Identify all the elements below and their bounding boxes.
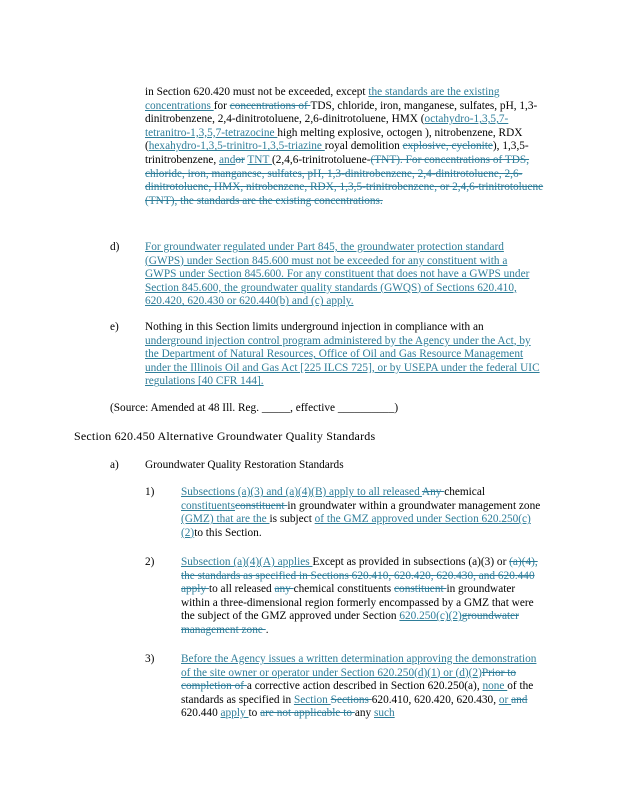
- deleted-text: groundwater management zone: [181, 610, 519, 636]
- deleted-text: and: [511, 693, 528, 706]
- inserted-text: and: [219, 153, 236, 166]
- inserted-text: none: [482, 680, 508, 693]
- body-text: Nothing in this Section limits underground injection in compliance with an: [145, 321, 484, 333]
- body-text: to all released: [208, 583, 275, 596]
- inserted-text: such: [373, 707, 395, 720]
- body-text: 620.440: [181, 707, 221, 720]
- inserted-text: underground injection control program administered by the Agency under the Act, by the Department of Natural Resources, Office of Oil and Gas Resource Management under the Illinois Oil and Gas Act [225 ILCS 725], or by USEPA under the federal UIC regulations [40 CFR 144].: [145, 334, 540, 388]
- deleted-text: Any: [421, 486, 445, 498]
- body-text: royal demolition: [324, 140, 403, 153]
- item-a-text: Groundwater Quality Restoration Standards: [145, 459, 344, 471]
- body-text: Except as provided in subsections (a)(3) or: [312, 556, 510, 568]
- deleted-text: or: [235, 153, 245, 166]
- deleted-text: constituent: [394, 583, 447, 596]
- continued-paragraph: [145, 86, 553, 208]
- body-text: is subject: [269, 513, 315, 526]
- inserted-text: Subsections (a)(3) and (a)(4)(B) apply to all released: [181, 486, 422, 498]
- body-text: any: [354, 707, 374, 720]
- body-text: TDS, chloride, iron, manganese, sulfates, pH, 1,3-dinitrobenzene, 2,4-dinitrotoluene, 2,6-dinitrotoluene, HMX (: [145, 99, 538, 126]
- item-d-label: d): [110, 241, 120, 253]
- deleted-text: are not applicable to: [260, 707, 355, 720]
- inserted-text: (GMZ) that are the: [181, 513, 270, 526]
- sub-3-text: [181, 653, 546, 721]
- item-a-label: a): [110, 459, 119, 471]
- sub-2-text: [181, 556, 541, 638]
- body-text: of the standards as specified in: [181, 680, 534, 706]
- body-text: in groundwater within a groundwater management zone: [287, 499, 541, 512]
- inserted-text: or: [498, 693, 512, 706]
- body-text: high melting explosive, octogen ), nitrobenzene, RDX (: [145, 126, 523, 153]
- deleted-text: concentrations of: [229, 99, 311, 112]
- deleted-text: explosive, cyclonite: [402, 140, 493, 153]
- body-text: to this Section.: [194, 526, 262, 539]
- sub-1-text: [181, 486, 541, 540]
- inserted-text: 620.250(c)(2): [399, 610, 462, 623]
- sub-1-label: 1): [145, 486, 155, 498]
- body-text: for: [213, 99, 230, 112]
- body-text: chemical constituents: [293, 583, 395, 596]
- inserted-text: For groundwater regulated under Part 845, the groundwater protection standard (GWPS) under Section 845.600 must not be exceeded for any constituent with a GWPS under Section 845.600. For any constituent that does not have a GWPS under Section 845.600, the groundwater quality standards (GWQS) of Sections 620.410, 620.420, 620.430 or 620.440(b) and (c) apply.: [145, 241, 530, 308]
- inserted-text: constituents: [181, 499, 235, 512]
- deleted-text: any: [274, 583, 294, 596]
- body-text: 620.410, 620.420, 620.430,: [371, 693, 499, 706]
- item-d-text: [145, 241, 540, 309]
- sub-3-label: 3): [145, 653, 155, 665]
- body-text: .: [265, 623, 269, 636]
- body-text: to: [248, 707, 261, 720]
- inserted-text: Section: [293, 693, 331, 706]
- inserted-text: apply: [220, 707, 249, 720]
- inserted-text: Subsection (a)(4)(A) applies: [181, 556, 313, 568]
- item-e-label: e): [110, 321, 119, 333]
- inserted-text: the standards are the existing concentrations: [145, 86, 500, 112]
- body-text: ), 1,3,5-trinitrobenzene,: [145, 140, 529, 166]
- body-text: chemical: [444, 486, 485, 498]
- inserted-text: hexahydro-1,3,5-trinitro-1,3,5-triazine: [148, 140, 325, 153]
- inserted-text: Before the Agency issues a written determination approving the demonstration of the site owner or operator under Section 620.250(d)(1) or (d)(2): [181, 653, 537, 679]
- body-text: in Section 620.420 must not be exceeded, except: [145, 86, 369, 98]
- item-e-text: [145, 321, 540, 389]
- body-text: a corrective action described in Section 620.250(a),: [246, 680, 483, 693]
- section-heading: Section 620.450 Alternative Groundwater Quality Standards: [74, 429, 376, 443]
- deleted-text: Prior to completion of: [181, 666, 517, 693]
- deleted-text: (TNT). For concentrations of TDS, chloride, iron, manganese, sulfates, pH, 1,3-dinitrobenzene, 2,4-dinitrotoluene, 2,6-dinitrotoluene, HMX, nitrobenzene, RDX, 1,3,5-trinitrobenzene, or 2,4,6-trinitrotoluene (TNT), the standards are the existing concentrations.: [145, 153, 544, 207]
- inserted-text: of the GMZ approved under Section 620.250(c)(2): [181, 513, 531, 539]
- inserted-text: octahydro-1,3,5,7-tetranitro-1,3,5,7-tetrazocine: [145, 113, 509, 139]
- body-text: (2,4,6-trinitrotoluene-: [271, 153, 371, 166]
- inserted-text: TNT: [247, 153, 272, 166]
- deleted-text: constituent: [234, 499, 288, 512]
- deleted-text: (a)(4), the standards as specified in Sections 620.410, 620.420, 620.430, and 620.440 apply: [181, 556, 538, 596]
- deleted-text: Sections: [330, 693, 372, 706]
- body-text: in groundwater within a three-dimensional region formerly encompassed by a GMZ that were the subject of the GMZ approved under Section: [181, 583, 534, 623]
- sub-2-label: 2): [145, 556, 155, 568]
- source-note: (Source: Amended at 48 Ill. Reg. _____, effective __________): [110, 402, 399, 414]
